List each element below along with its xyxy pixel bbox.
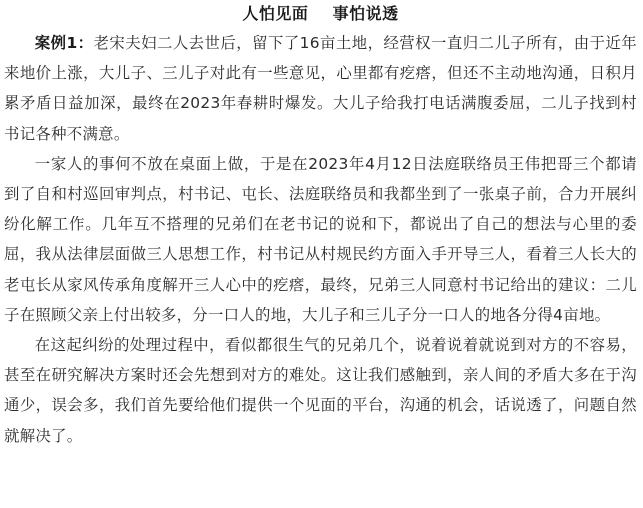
paragraph-case-1	[4, 28, 637, 149]
paragraph-text: 在这起纠纷的处理过程中，看似都很生气的兄弟几个，说着说着就说到对方的不容易，甚至在研究解决方案时还会先想到对方的难处。这让我们感触到，亲人间的矛盾大多在于沟通少，误会多，我们首先要给他们提供一个见面的平台，沟通的机会，话说透了，问题自然就解决了。	[4, 336, 637, 445]
paragraph-mediation	[4, 149, 637, 330]
paragraph-conclusion	[4, 330, 637, 451]
paragraph-text: 一家人的事何不放在桌面上做，于是在2023年4月12日法庭联络员王伟把哥三个都请到了自和村巡回审判点，村书记、屯长、法庭联络员和我都坐到了一张桌子前，合力开展纠纷化解工作。几年互不搭理的兄弟们在老书记的说和下，都说出了自己的想法与心里的委屈，我从法律层面做三人思想工作，村书记从村规民约方面入手开导三人，看着三人长大的老屯长从家风传承角度解开三人心中的疙瘩，最终，兄弟三人同意村书记给出的建议：二儿子在照顾父亲上付出较多，分一口人的地，大儿子和三儿子分一口人的地各分得4亩地。	[4, 154, 637, 324]
document-title: 人怕见面 事怕说透	[242, 4, 399, 23]
paragraph-text: 老宋夫妇二人去世后，留下了16亩土地，经营权一直归二儿子所有，由于近年来地价上涨，大儿子、三儿子对此有一些意见，心里都有疙瘩，但还不主动地沟通，日积月累矛盾日益加深，最终在2023年春耕时爆发。大儿子给我打电话满腹委屈，二儿子找到村书记各种不满意。	[4, 34, 637, 143]
case-label: 案例1：	[34, 34, 94, 52]
